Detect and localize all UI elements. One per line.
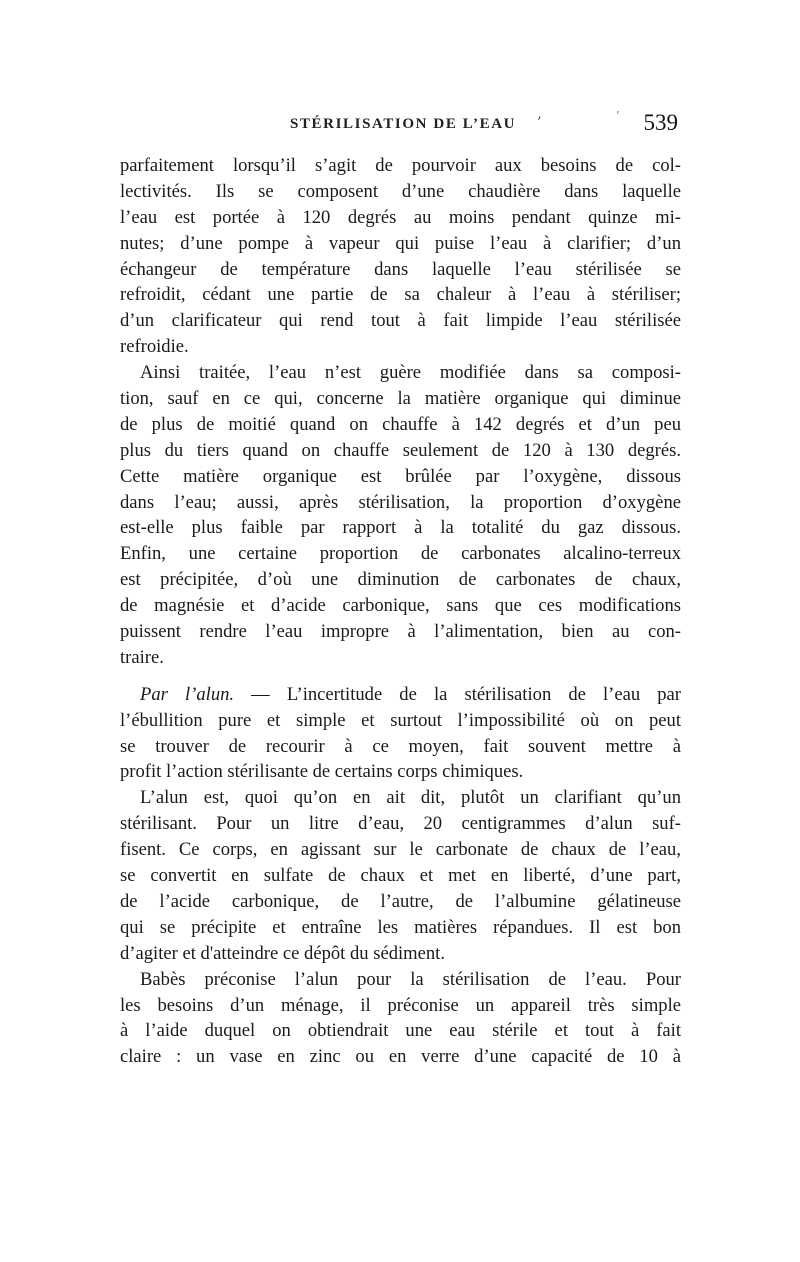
text-line: se convertit en sulfate de chaux et met en liberté, d’une part,: [120, 865, 681, 887]
text-line: fisent. Ce corps, en agissant sur le carbonate de chaux de l’eau,: [120, 839, 681, 861]
paragraph-1: [120, 153, 681, 360]
text-line: stérilisant. Pour un litre d’eau, 20 centigrammes d’alun suf-: [120, 813, 681, 835]
running-header: [120, 109, 680, 140]
text-line: les besoins d’un ménage, il préconise un appareil très simple: [120, 994, 681, 1016]
text-line: dans l’eau; aussi, après stérilisation, la proportion d’oxygène: [120, 491, 681, 513]
text-line: Ainsi traitée, l’eau n’est guère modifiée dans sa composi-: [140, 362, 681, 384]
text-line: qui se précipite et entraîne les matières répandues. Il est bon: [120, 916, 681, 938]
text-line: d’un clarificateur qui rend tout à fait limpide l’eau stérilisée: [120, 310, 681, 332]
text-line: L’alun est, quoi qu’on en ait dit, plutôt un clarifiant qu’un: [140, 787, 681, 809]
section-lead-rest: — L’incertitude de la stérilisation de l’eau par: [234, 683, 681, 705]
text-line: parfaitement lorsqu’il s’agit de pourvoir aux besoins de col-: [120, 155, 681, 176]
page-number: 539: [643, 110, 678, 135]
text-line: traire.: [120, 646, 164, 668]
text-line: refroidie.: [120, 336, 189, 358]
text-line: échangeur de température dans laquelle l’eau stérilisée se: [120, 258, 681, 280]
text-line: l’ébullition pure et simple et surtout l’impossibilité où on peut: [120, 709, 681, 731]
text-line: de plus de moitié quand on chauffe à 142 degrés et d’un peu: [120, 413, 681, 435]
text-line: plus du tiers quand on chauffe seulement de 120 à 130 degrés.: [120, 439, 681, 461]
section-lead-italic: Par l’alun.: [140, 683, 235, 705]
text-line: [120, 682, 681, 708]
text-line: Enfin, une certaine proportion de carbonates alcalino-terreux: [120, 543, 681, 565]
text-line: claire : un vase en zinc ou en verre d’une capacité de 10 à: [120, 1046, 681, 1068]
paragraph-3: [120, 682, 681, 786]
paragraph-2: [120, 360, 681, 671]
text-line: Cette matière organique est brûlée par l’oxygène, dissous: [120, 465, 681, 487]
text-line: refroidit, cédant une partie de sa chaleur à l’eau à stériliser;: [120, 284, 681, 306]
text-line: tion, sauf en ce qui, concerne la matière organique qui diminue: [120, 388, 681, 410]
header-stray-mark: ’: [537, 115, 542, 131]
text-line: de l’acide carbonique, de l’autre, de l’albumine gélatineuse: [120, 890, 681, 912]
body-text: [120, 153, 681, 1070]
text-line: nutes; d’une pompe à vapeur qui puise l’eau à clarifier; d’un: [120, 232, 681, 254]
text-line: Babès préconise l’alun pour la stérilisation de l’eau. Pour: [140, 968, 681, 990]
text-line: lectivités. Ils se composent d’une chaudière dans laquelle: [120, 180, 681, 202]
paragraph-5: [120, 967, 681, 1071]
text-line: puissent rendre l’eau impropre à l’alimentation, bien au con-: [120, 621, 681, 643]
text-line: à l’aide duquel on obtiendrait une eau stérile et tout à fait: [120, 1020, 681, 1042]
running-title: STÉRILISATION DE L’EAU: [290, 116, 517, 132]
header-stray-mark-2: ’: [616, 109, 620, 122]
paragraph-4: [120, 785, 681, 966]
text-line: est-elle plus faible par rapport à la totalité du gaz dissous.: [120, 517, 681, 539]
text-line: d’agiter et d'atteindre ce dépôt du sédiment.: [120, 942, 446, 964]
text-line: profit l’action stérilisante de certains corps chimiques.: [120, 761, 524, 783]
text-line: l’eau est portée à 120 degrés au moins pendant quinze mi-: [120, 206, 681, 228]
text-line: se trouver de recourir à ce moyen, fait souvent mettre à: [120, 735, 681, 757]
text-line: est précipitée, d’où une diminution de carbonates de chaux,: [120, 569, 681, 591]
text-line: de magnésie et d’acide carbonique, sans que ces modifications: [120, 595, 681, 617]
